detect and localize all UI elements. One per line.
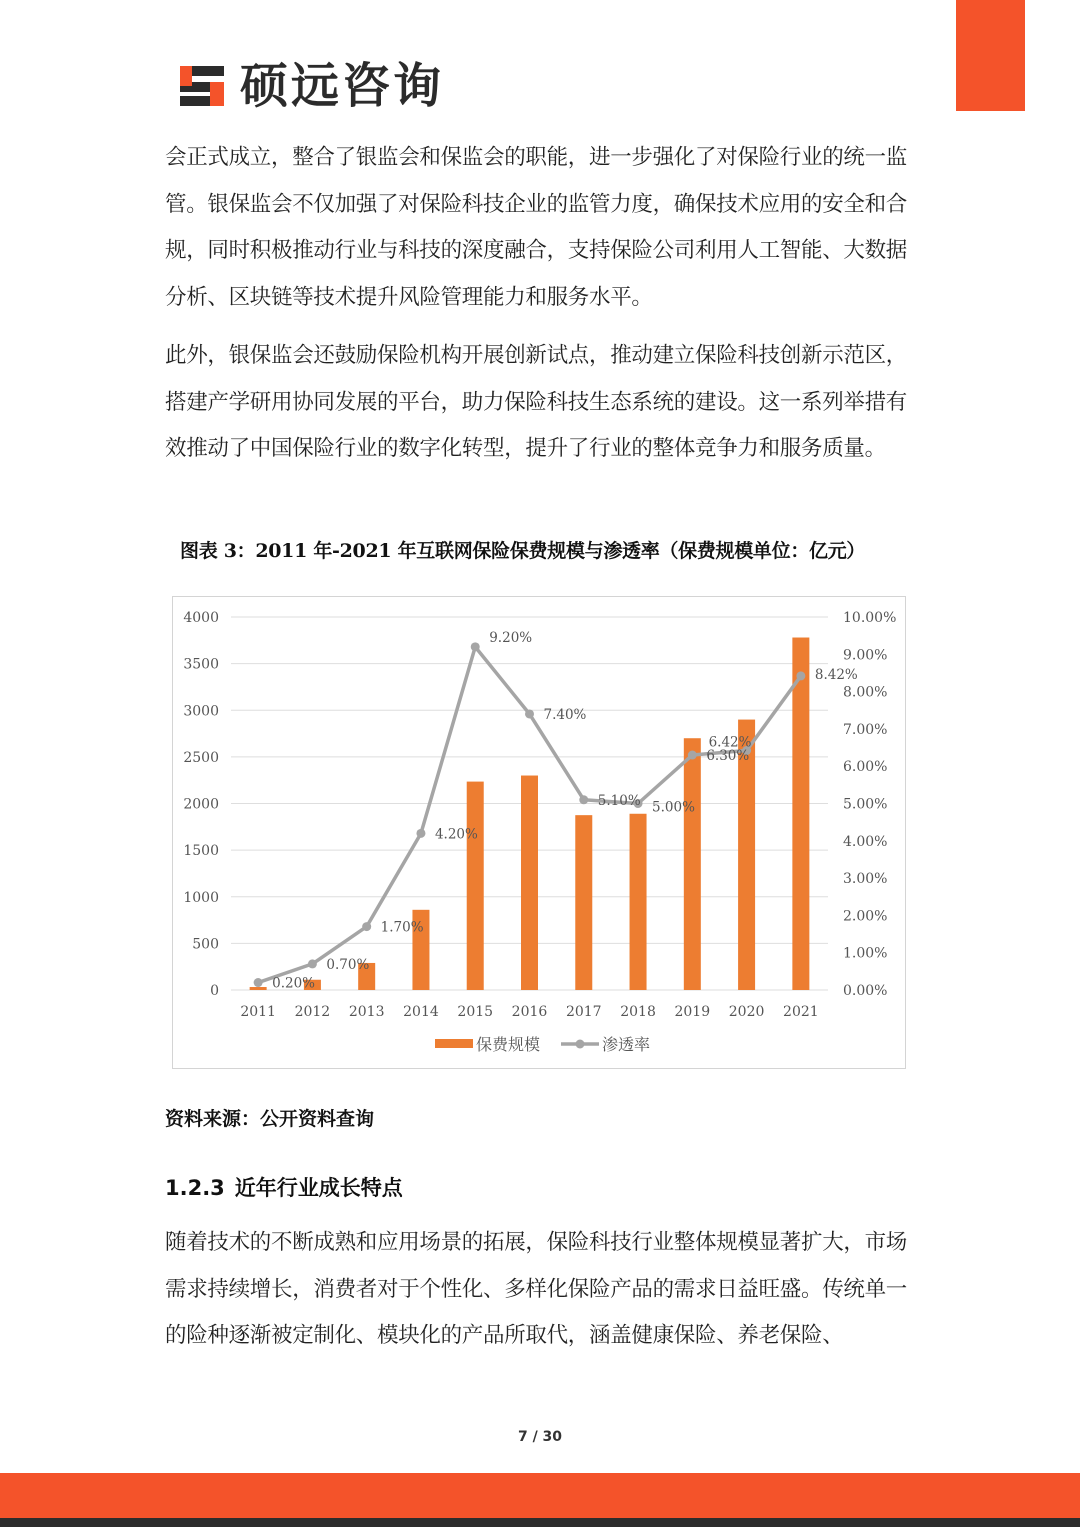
x-tick-label: 2021 <box>783 1004 819 1020</box>
data-label: 1.70% <box>380 919 424 936</box>
data-label: 5.10% <box>597 792 641 809</box>
data-label: 8.42% <box>814 666 858 683</box>
y-left-tick-label: 4000 <box>183 610 219 626</box>
figure-caption: 图表 3：2011 年-2021 年互联网保险保费规模与渗透率（保费规模单位：亿元） <box>180 540 866 562</box>
page-number: 7 / 30 <box>517 1429 563 1445</box>
x-tick-label: 2018 <box>620 1004 656 1020</box>
y-right-tick-label: 7.00% <box>843 721 888 738</box>
y-left-tick-label: 0 <box>210 983 219 999</box>
logo-text: 硕远咨询 <box>240 58 445 114</box>
line-point <box>471 642 480 651</box>
footer-accent-bar <box>0 1473 1080 1518</box>
corner-accent-tab <box>956 0 1025 111</box>
line-point <box>254 978 263 987</box>
x-tick-label: 2017 <box>565 1004 602 1020</box>
y-right-tick-label: 5.00% <box>843 796 888 813</box>
bar <box>575 815 592 990</box>
footer-dark-bar <box>0 1518 1080 1527</box>
body-paragraph-2: 此外，银保监会还鼓励保险机构开展创新试点，推动建立保险科技创新示范区，搭建产学研用协同发展的平台，助力保险科技生态系统的建设。这一系列举措有效推动了中国保险行业的数字化转型，提升了行业的整体竞争力和服务质量。 <box>165 343 908 461</box>
line-point <box>308 959 317 968</box>
body-paragraph-3: 随着技术的不断成熟和应用场景的拓展，保险科技行业整体规模显著扩大，市场需求持续增长，消费者对于个性化、多样化保险产品的需求日益旺盛。传统单一的险种逐渐被定制化、模块化的产品所取代，涵盖健康保险、养老保险、 <box>165 1230 908 1348</box>
x-tick-label: 2016 <box>511 1004 548 1020</box>
chart-container <box>172 596 906 1069</box>
bar <box>521 776 538 990</box>
combo-chart <box>173 597 907 1070</box>
y-left-tick-label: 2500 <box>183 749 219 766</box>
bar <box>684 738 701 990</box>
line-point <box>525 709 534 718</box>
bar <box>792 638 809 990</box>
y-right-tick-label: 10.00% <box>843 610 897 626</box>
y-left-tick-label: 500 <box>192 936 219 953</box>
line-point <box>579 795 588 804</box>
line-point <box>416 829 425 838</box>
data-label: 9.20% <box>489 629 533 646</box>
section-number: 1.2.3 <box>165 1176 225 1200</box>
y-right-tick-label: 8.00% <box>843 684 888 701</box>
y-left-tick-label: 3000 <box>183 703 219 720</box>
line-point <box>362 922 371 931</box>
y-right-tick-label: 2.00% <box>843 908 888 925</box>
x-tick-label: 2011 <box>240 1004 276 1020</box>
x-tick-label: 2014 <box>403 1004 439 1020</box>
body-paragraph-1: 会正式成立，整合了银监会和保监会的职能，进一步强化了对保险行业的统一监管。银保监会不仅加强了对保险科技企业的监管力度，确保技术应用的安全和合规，同时积极推动行业与科技的深度融合，支持保险公司利用人工智能、大数据分析、区块链等技术提升风险管理能力和服务水平。 <box>165 145 908 310</box>
data-label: 6.42% <box>708 734 752 751</box>
y-left-tick-label: 2000 <box>183 796 219 813</box>
y-left-tick-label: 3500 <box>183 656 219 673</box>
x-tick-label: 2020 <box>728 1004 765 1020</box>
line-point <box>796 671 805 680</box>
data-label: 6.30% <box>706 748 750 765</box>
y-left-tick-label: 1000 <box>183 889 219 906</box>
data-label: 5.00% <box>652 799 695 816</box>
legend-marker-line <box>576 1040 585 1049</box>
bar <box>630 814 647 990</box>
logo-mark-icon <box>176 62 228 110</box>
y-right-tick-label: 4.00% <box>843 833 888 850</box>
x-tick-label: 2012 <box>294 1004 331 1020</box>
legend-label-line: 渗透率 <box>602 1035 651 1054</box>
data-label: 0.70% <box>326 956 370 973</box>
legend-swatch-bars <box>435 1039 473 1048</box>
legend-label-bars: 保费规模 <box>476 1035 541 1054</box>
y-left-tick-label: 1500 <box>183 843 219 860</box>
source-note: 资料来源：公开资料查询 <box>165 1108 375 1130</box>
line-point <box>688 751 697 760</box>
y-right-tick-label: 3.00% <box>843 871 888 888</box>
data-label: 7.40% <box>543 706 587 723</box>
section-heading <box>165 1172 403 1202</box>
y-right-tick-label: 1.00% <box>843 945 888 962</box>
data-label: 4.20% <box>434 826 478 843</box>
bar <box>467 782 484 990</box>
x-tick-label: 2015 <box>457 1004 494 1020</box>
bar <box>250 987 267 990</box>
section-title: 近年行业成长特点 <box>234 1175 403 1200</box>
y-right-tick-label: 0.00% <box>843 983 888 999</box>
x-tick-label: 2019 <box>674 1004 711 1020</box>
company-logo <box>176 58 444 114</box>
y-right-tick-label: 6.00% <box>843 759 888 776</box>
x-tick-label: 2013 <box>348 1004 385 1020</box>
data-label: 0.20% <box>272 975 316 992</box>
y-right-tick-label: 9.00% <box>843 647 888 664</box>
